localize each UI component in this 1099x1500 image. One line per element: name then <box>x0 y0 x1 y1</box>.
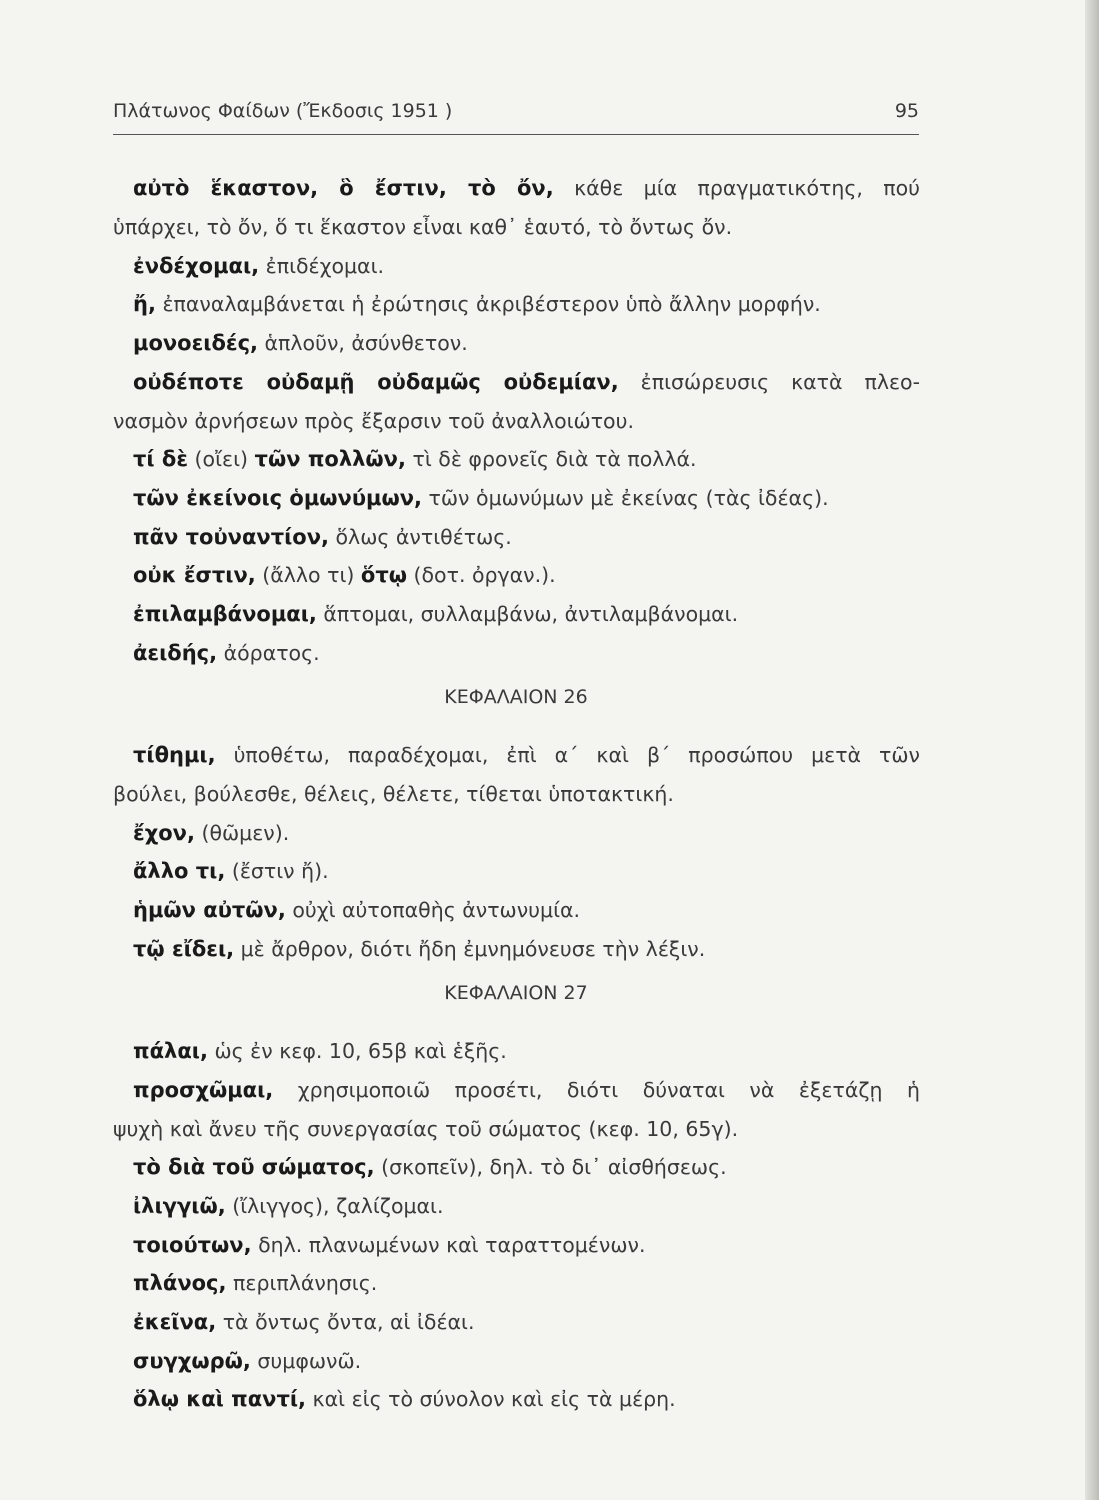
entry-text: ἀόρατος. <box>217 641 320 665</box>
entry-term: ἐνδέχομαι, <box>133 254 260 278</box>
entry-term: πλάνος, <box>133 1271 227 1295</box>
glossary-entry <box>133 1072 920 1108</box>
entry-text: (θῶμεν). <box>194 821 290 845</box>
glossary-entry-continuation <box>113 403 634 439</box>
entry-text: τῶν ὁμωνύμων μὲ ἐκείνας (τὰς ἰδέας). <box>422 486 829 510</box>
entry-text: μὲ ἄρθρον, διότι ἤδη ἐμνημόνευσε τὴν λέξιν. <box>234 937 706 961</box>
running-title: Πλάτωνος Φαίδων (Ἔκδοσις 1951 ) <box>113 100 453 122</box>
entry-text: δηλ. πλανωμένων καὶ ταραττομένων. <box>251 1233 646 1257</box>
glossary-entry <box>133 325 468 361</box>
glossary-entry <box>133 1188 444 1224</box>
entry-text: ψυχὴ καὶ ἄνευ τῆς συνεργασίας τοῦ σώματος (κεφ. 10, 65γ). <box>113 1117 739 1141</box>
glossary-entry <box>133 1033 507 1069</box>
glossary-entry-continuation <box>113 1111 738 1147</box>
entry-text: (οἴει) <box>188 447 255 471</box>
entry-text: ἐπισώρευσις κατὰ πλεο- <box>618 370 920 394</box>
entry-term: ἐκεῖνα, <box>133 1310 217 1334</box>
glossary-entry <box>133 519 512 555</box>
glossary-entry-continuation <box>113 776 674 812</box>
entry-text: περιπλάνησις. <box>226 1271 378 1295</box>
glossary-entry <box>133 248 384 284</box>
entry-term: οὐκ ἔστιν, <box>133 563 256 587</box>
entry-term: μονοειδές, <box>133 331 259 355</box>
entry-text: καὶ εἰς τὸ σύνολον καὶ εἰς τὰ μέρη. <box>306 1387 676 1411</box>
glossary-entry <box>133 364 920 400</box>
glossary-entry <box>133 441 697 477</box>
entry-term: ἀειδής, <box>133 641 218 665</box>
page-edge-shadow <box>1085 0 1099 1500</box>
entry-text: βούλει, βούλεσθε, θέλεις, θέλετε, τίθεται ὑποτακτική. <box>113 782 674 806</box>
glossary-entry-continuation <box>113 209 732 245</box>
glossary-entry <box>133 1265 377 1301</box>
entry-term: προσχῶμαι, <box>133 1078 274 1102</box>
glossary-entry <box>133 853 329 889</box>
glossary-entry <box>133 286 821 322</box>
page-number: 95 <box>894 100 919 122</box>
glossary-entry <box>133 635 320 671</box>
entry-term: ἡμῶν αὐτῶν, <box>133 898 286 922</box>
entry-text: (ἄλλο τι) <box>255 563 361 587</box>
entry-text: χρησιμοποιῶ προσέτι, διότι δύναται νὰ ἐξετάζῃ ἡ <box>273 1078 920 1102</box>
entry-text: συμφωνῶ. <box>250 1349 362 1373</box>
entry-text: τὰ ὄντως ὄντα, αἱ ἰδέαι. <box>216 1310 475 1334</box>
glossary-entry <box>133 931 705 967</box>
glossary-entry <box>133 596 738 632</box>
header-rule <box>113 134 919 135</box>
entry-term: οὐδέποτε οὐδαμῇ οὐδαμῶς οὐδεμίαν, <box>133 370 619 394</box>
glossary-entry <box>133 1149 727 1185</box>
entry-term: αὐτὸ ἕκαστον, ὃ ἔστιν, τὸ ὄν, <box>133 176 554 200</box>
glossary-entry <box>133 892 580 928</box>
entry-text: νασμὸν ἀρνήσεων πρὸς ἔξαρσιν τοῦ ἀναλλοιώτου. <box>113 409 634 433</box>
glossary-entry <box>133 1343 361 1379</box>
entry-text-second: (δοτ. ὀργαν.). <box>407 563 556 587</box>
entry-text: ὡς ἐν κεφ. 10, 65β καὶ ἑξῆς. <box>207 1039 507 1063</box>
entry-text: ἁπλοῦν, ἀσύνθετον. <box>258 331 468 355</box>
entry-text: ὑπάρχει, τὸ ὄν, ὅ τι ἕκαστον εἶναι καθ᾿ ἑαυτό, τὸ ὄντως ὄν. <box>113 215 733 239</box>
entry-term: τίθημι, <box>133 743 216 767</box>
entry-term-second: ὅτῳ <box>360 563 407 587</box>
glossary-entry <box>133 1381 676 1417</box>
running-header <box>113 98 919 132</box>
glossary-entry <box>133 737 920 773</box>
entry-text: (ἴλιγγος), ζαλίζομαι. <box>225 1194 444 1218</box>
entry-text-second: τὶ δὲ φρονεῖς διὰ τὰ πολλά. <box>405 447 697 471</box>
glossary-entry <box>133 1227 645 1263</box>
entry-term: τῶν ἐκείνοις ὁμωνύμων, <box>133 486 423 510</box>
entry-term: τῷ εἴδει, <box>133 937 235 961</box>
entry-term: ἐπιλαμβάνομαι, <box>133 602 317 626</box>
entry-text: ἅπτομαι, συλλαμβάνω, ἀντιλαμβάνομαι. <box>316 602 739 626</box>
entry-term: συγχωρῶ, <box>133 1349 251 1373</box>
entry-term: τὸ διὰ τοῦ σώματος, <box>133 1155 375 1179</box>
entry-text: οὐχὶ αὐτοπαθὴς ἀντωνυμία. <box>285 898 581 922</box>
entry-term: τοιούτων, <box>133 1233 252 1257</box>
entry-term-second: τῶν πολλῶν, <box>254 447 406 471</box>
entry-term: πᾶν τοὐναντίον, <box>133 525 329 549</box>
entry-text: ὅλως ἀντιθέτως. <box>329 525 512 549</box>
entry-text: (ἔστιν ἤ). <box>225 859 329 883</box>
glossary-entry <box>133 480 829 516</box>
glossary-entry <box>133 170 920 206</box>
entry-term: ἰλιγγιῶ, <box>133 1194 226 1218</box>
entry-text: κάθε μία πραγματικότης, πού <box>553 176 920 200</box>
entry-text: ὑποθέτω, παραδέχομαι, ἐπὶ α΄ καὶ β΄ προσώπου μετὰ τῶν <box>215 743 920 767</box>
entry-text: ἐπιδέχομαι. <box>259 254 385 278</box>
chapter-heading: ΚΕΦΑΛΑΙΟΝ 27 <box>444 982 588 1004</box>
entry-term: ἄλλο τι, <box>133 859 226 883</box>
glossary-entry <box>133 1304 475 1340</box>
entry-term: πάλαι, <box>133 1039 208 1063</box>
entry-term: ἤ, <box>133 292 156 316</box>
chapter-heading: ΚΕΦΑΛΑΙΟΝ 26 <box>444 686 588 708</box>
glossary-entry <box>133 557 556 593</box>
entry-term: τί δὲ <box>133 447 189 471</box>
glossary-entry <box>133 815 289 851</box>
entry-term: ὅλῳ καὶ παντί, <box>133 1387 307 1411</box>
entry-text: (σκοπεῖν), δηλ. τὸ δι᾿ αἰσθήσεως. <box>374 1155 727 1179</box>
entry-text: ἐπαναλαμβάνεται ἡ ἐρώτησις ἀκριβέστερον ὑπὸ ἄλλην μορφήν. <box>155 292 821 316</box>
entry-term: ἔχον, <box>133 821 195 845</box>
